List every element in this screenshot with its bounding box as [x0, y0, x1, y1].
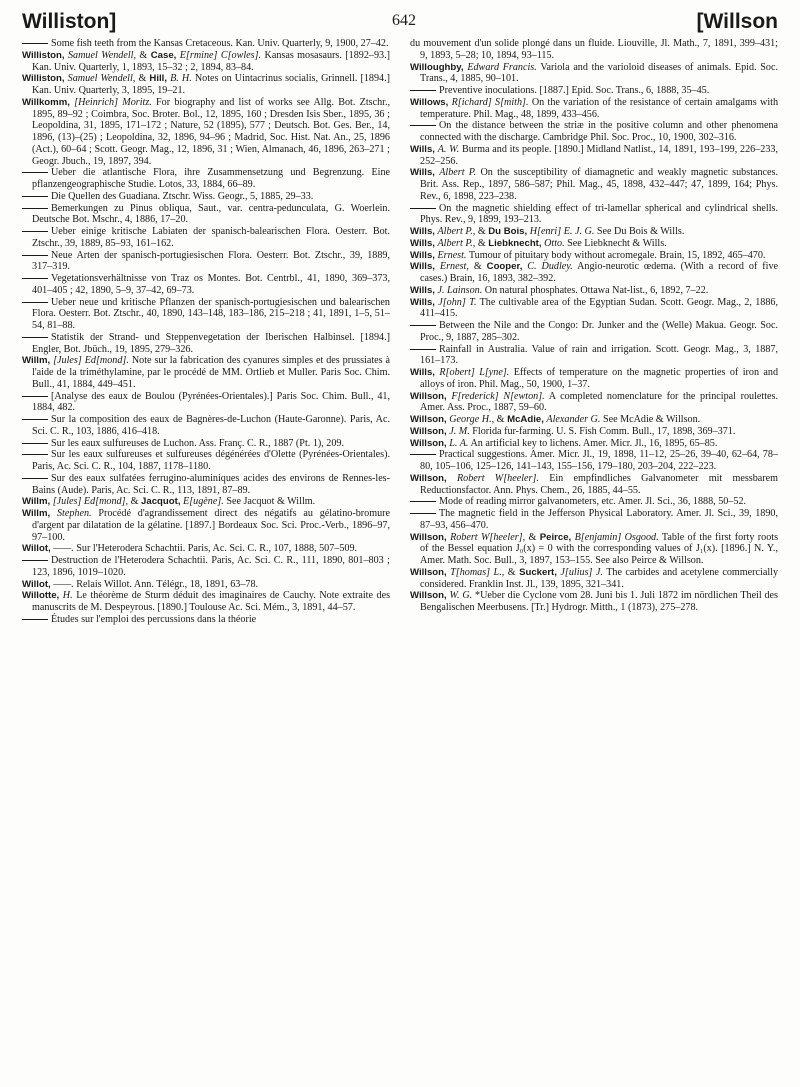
entry-text: Ein empfindliches Galvanometer mit messbarem Reductionsfactor. Ann. Phys. Chem., 26, 1885, 44–55. — [420, 472, 779, 496]
entry-text: See McAdie & Willson. — [602, 414, 701, 425]
entry-author: Wills, — [410, 167, 435, 179]
entry-author: Willkomm, — [22, 96, 70, 108]
entry-text: Ueber einige kritische Labiaten der spanisch-balearischen Flora. Oesterr. Bot. Ztschr., 39, 1889, 85–93, 161–162. — [32, 226, 390, 249]
entry-joiner: & — [477, 237, 486, 249]
bibliography-entry — [410, 261, 778, 285]
entry-joiner: & — [496, 414, 505, 425]
entry-text: Statistik der Strand- und Steppenvegetation der Iberischen Halbinsel. [1894.] Engler, Bot. Jbüch., 19, 1895, 279–326. — [32, 331, 390, 355]
bibliography-entry — [22, 191, 390, 203]
entry-text: Variola and the varioloid diseases of animals. Epid. Soc. Trans., 4, 1885, 90–101. — [420, 61, 779, 85]
bibliography-entry — [410, 85, 778, 97]
bibliography-entry — [410, 320, 778, 344]
repeat-author-dash — [22, 196, 48, 197]
bibliography-entry — [410, 38, 778, 62]
repeat-author-dash — [410, 513, 436, 514]
entry-forename: ——. — [53, 543, 74, 555]
entry-forename: L. A. — [449, 437, 469, 449]
bibliography-entry — [410, 426, 778, 438]
bibliography-entry — [410, 567, 778, 591]
entry-author: Willot, — [22, 578, 51, 590]
bibliography-entry — [22, 226, 390, 250]
entry-forename: Albert P., — [437, 237, 476, 249]
entry-text: Neue Arten der spanisch-portugiesischen Flora. Oesterr. Bot. Ztschr., 39, 1889, 317–319. — [32, 249, 390, 273]
entry-text: Ueber neue und kritische Pflanzen der spanisch-portugiesischen und balearischen Flora. Oesterr. Bot. Ztschr., 40, 1890, 143–148, 183–186, 215–218 ; 41, 1891, 1–5, 51–54, 81–88. — [32, 296, 390, 331]
repeat-author-dash — [410, 501, 436, 502]
entry-forename: A. W. — [437, 143, 460, 155]
entry-text: Practical suggestions. Amer. Micr. Jl., 19, 1898, 11–12, 25–26, 39–40, 62–64, 78–80, 105–106, 125–126, 141–143, 155–156, 179–180, 203–204, 222–223. — [420, 449, 778, 472]
entry-text: On the variation of the resistance of certain amalgams with temperature. Phil. Mag., 48, 1899, 433–456. — [420, 96, 779, 120]
entry-author: Willows, — [410, 96, 449, 108]
entry-forename: H. — [62, 590, 73, 602]
bibliography-entry — [22, 579, 390, 591]
entry-text: Sur l'Heterodera Schachtii. Paris, Ac. Sci. C. R., 107, 1888, 507–509. — [76, 543, 358, 555]
page-number: 642 — [392, 12, 416, 29]
repeat-author-dash — [22, 43, 48, 44]
entry-author: Willson, — [410, 531, 447, 543]
entry-text: See Liebknecht & Wills. — [567, 237, 667, 249]
entry-text: [Analyse des eaux de Boulou (Pyrénées-Orientales).] Paris Soc. Chim. Bull., 41, 1884, 482. — [32, 390, 390, 414]
repeat-author-dash — [22, 302, 48, 303]
entry-author: Wills, — [410, 226, 435, 237]
entry-forename: Albert P. — [439, 167, 477, 179]
bibliography-entry — [22, 555, 390, 579]
entry-text: Sur des eaux sulfatées ferrugino-aluminiques acides des environs de Rennes-les-Bains (Aude). Paris, Ac. Sci. C. R., 113, 1891, 87–89. — [32, 472, 390, 496]
entry-author: Willson, — [410, 472, 447, 484]
entry-forename: J. M. — [449, 425, 470, 437]
entry-coauthor-forename: H[enri] E. J. G. — [529, 226, 595, 237]
entry-coauthor-forename: Alexander G. — [546, 414, 601, 425]
entry-forename: J[ohn] T. — [438, 296, 477, 308]
bibliography-entry — [410, 238, 778, 250]
bibliography-entry — [410, 120, 778, 144]
entry-coauthor-forename: E[ugène]. — [183, 496, 224, 508]
entry-forename: ——. — [53, 578, 74, 590]
entry-coauthor-forename: C. Dudley. — [527, 261, 573, 273]
entry-forename: Samuel Wendell, — [67, 49, 136, 61]
entry-forename: [Jules] Ed[mond]. — [53, 355, 129, 367]
repeat-author-dash — [22, 454, 48, 455]
entry-coauthor-forename: J[ulius] J. — [560, 566, 603, 578]
entry-author: Willson, — [410, 590, 447, 602]
bibliography-entry — [22, 167, 390, 191]
repeat-author-dash — [410, 125, 436, 126]
repeat-author-dash — [22, 619, 48, 620]
entry-forename: J. Lainson. — [437, 284, 483, 296]
entry-text: The magnetic field in the Jefferson Physical Laboratory. Amer. Jl. Sci., 39, 1890, 87–93, 456–470. — [420, 508, 778, 531]
entry-coauthor-forename: B[enjamin] Osgood. — [574, 531, 659, 543]
entry-author: Williston, — [22, 49, 65, 61]
repeat-author-dash — [22, 443, 48, 444]
repeat-author-dash — [22, 208, 48, 209]
entry-forename: Ernest, — [439, 261, 469, 273]
entry-text: On the magnetic shielding effect of tri-lamellar spherical and cylindrical shells. Phys. Rev., 9, 1899, 193–213. — [420, 202, 778, 226]
entry-text: On natural phosphates. Ottawa Nat-list., 6, 1892, 7–22. — [484, 284, 709, 296]
entry-author: Williston, — [22, 73, 65, 85]
entry-coauthor-forename: E[rmine] C[owles]. — [179, 49, 262, 61]
entry-author: Wills, — [410, 249, 435, 261]
entry-text: Note sur la fabrication des cyanures simples et des prussiates à l'aide de la triméthylamine, par le procédé de MM. Ortlieb et Muller. Paris Soc. Chim. Bull., 41, 1884, 449–451. — [32, 355, 391, 390]
bibliography-entry — [410, 414, 778, 426]
repeat-author-dash — [22, 396, 48, 397]
bibliography-entry — [22, 273, 390, 297]
entry-forename: R[obert] L[yne]. — [439, 367, 510, 378]
repeat-author-dash — [22, 231, 48, 232]
bibliography-entry — [22, 38, 390, 50]
bibliography-entry — [410, 496, 778, 508]
entry-text: Kansas mosasaurs. [1892–93.] Kan. Univ. Quarterly, 1, 1893, 15–32 ; 2, 1894, 83–84. — [32, 49, 391, 73]
bibliography-entry — [22, 391, 390, 415]
entry-text: Die Quellen des Guadiana. Ztschr. Wiss. Geogr., 5, 1885, 29–33. — [51, 190, 314, 202]
entry-text: Ueber die atlantische Flora, ihre Zusammensetzung und Begrenzung. Eine pflanzengeographische Studie. Lotos, 33, 1884, 66–89. — [32, 167, 390, 190]
bibliography-entry — [410, 167, 778, 202]
entry-author: Willson, — [410, 437, 447, 449]
entry-forename: T[homas] L., — [450, 566, 505, 578]
repeat-author-dash — [22, 278, 48, 279]
entry-author: Willson, — [410, 566, 447, 578]
repeat-author-dash — [22, 337, 48, 338]
bibliography-entry — [22, 449, 390, 473]
entry-author: Wills, — [410, 237, 435, 249]
entry-text: Relais Willot. Ann. Télégr., 18, 1891, 63–78. — [76, 578, 259, 590]
entry-coauthor: Cooper, — [486, 261, 523, 273]
header-right: [Willson — [696, 10, 778, 33]
bibliography-entry — [22, 250, 390, 274]
entry-author: Willotte, — [22, 590, 60, 602]
entry-text: Table of the first forty roots of the Bessel equation J₀(x) = 0 with the corresponding values of J₁(x). [1896.] N. Y., Amer. Math. Soc. Bull., 3, 1897, 153–155. See also Peirce & Willson. — [420, 531, 779, 566]
bibliography-entry — [22, 97, 390, 168]
entry-coauthor: Du Bois, — [488, 226, 528, 237]
entry-text: Procédé d'agrandissement direct des négatifs au gélatino-bromure d'argent par dilatation de la gélatine. [1897.] Bordeaux Soc. Sci. Proc.-Verb., 1896–97, 97–100. — [32, 508, 391, 543]
entry-forename: Robert W[heeler]. — [456, 472, 539, 484]
entry-forename: Ernest. — [437, 249, 467, 261]
entry-author: Willm, — [22, 508, 51, 519]
entry-author: Wills, — [410, 261, 435, 273]
bibliography-entry — [410, 97, 778, 121]
entry-text: Destruction de l'Heterodera Schachtii. Paris, Ac. Sci. C. R., 111, 1890, 801–803 ; 123, 1896, 1019–1020. — [32, 555, 390, 578]
entry-forename: Stephen. — [56, 508, 92, 519]
entry-text: Preventive inoculations. [1887.] Epid. Soc. Trans., 6, 1888, 35–45. — [439, 85, 710, 96]
entry-text: A completed nomenclature for the principal roulettes. Amer. Ass. Proc., 1887, 59–60. — [420, 390, 778, 414]
bibliography-entry — [410, 285, 778, 297]
entry-coauthor: Jacquot, — [141, 496, 181, 508]
entry-forename: Edward Francis. — [467, 61, 537, 73]
entry-author: Willoughby, — [410, 61, 464, 73]
entry-author: Willot, — [22, 543, 51, 555]
entry-author: Willm, — [22, 355, 51, 367]
bibliography-entry — [22, 203, 390, 227]
entry-text: *Ueber die Cyclone vom 28. Juni bis 1. Juli 1872 im nördlichen Theil des Bengalischen Meerbusens. [Tr.] Hydrogr. Mitth., 1 (1873), 275–278. — [420, 590, 778, 613]
repeat-author-dash — [410, 325, 436, 326]
bibliography-entry — [22, 50, 390, 74]
bibliography-entry — [22, 73, 390, 97]
entry-text: Notes on Uintacrinus socialis, Grinnell. [1894.] Kan. Univ. Quarterly, 3, 1895, 19–21. — [32, 73, 391, 96]
entry-coauthor: Liebknecht, — [488, 237, 542, 249]
repeat-author-dash — [22, 560, 48, 561]
entry-coauthor: Suckert, — [519, 566, 557, 578]
header-left: Williston] — [22, 10, 117, 33]
bibliography-entry — [22, 332, 390, 356]
entry-text: Sur les eaux sulfureuses de Luchon. Ass. Franç. C. R., 1887 (Pt. 1), 209. — [51, 437, 345, 449]
entry-forename: [Jules] Ed[mond], — [52, 496, 129, 508]
entry-text: Burma and its people. [1890.] Midland Natlist., 14, 1891, 193–199, 226–233, 252–256. — [420, 143, 778, 167]
bibliography-entry — [410, 590, 778, 614]
bibliography-entry — [410, 532, 778, 567]
bibliography-entry — [410, 473, 778, 497]
entry-author: Willson, — [410, 425, 447, 437]
bibliography-entry — [22, 438, 390, 450]
bibliography-entry — [22, 508, 390, 543]
bibliography-entry — [410, 391, 778, 415]
bibliography-entry — [22, 543, 390, 555]
entry-forename: W. G. — [449, 590, 473, 602]
bibliography-entry — [410, 508, 778, 532]
entry-forename: George H., — [449, 414, 495, 425]
entry-text: Sur les eaux sulfureuses et sulfureuses dégénérées d'Olette (Pyrénées-Orientales). Paris, Ac. Sci. C. R., 104, 1887, 1178–1180. — [32, 449, 390, 472]
entry-joiner: & — [507, 566, 516, 578]
entry-text: On the distance between the striæ in the positive column and other phenomena connected with the discharge. Cambridge Phil. Soc. Proc., 10, 1900, 302–316. — [420, 120, 778, 143]
entry-text: Effects of temperature on the magnetic properties of iron and alloys of iron. Phil. Mag., 50, 1900, 1–37. — [420, 367, 779, 390]
entry-text: Bemerkungen zu Pinus obliqua, Saut., var. centra-pedunculata, G. Woerlein. Deutsche Bot. Mschr., 4, 1886, 17–20. — [32, 202, 390, 226]
bibliography-entry — [410, 344, 778, 368]
repeat-author-dash — [410, 90, 436, 91]
repeat-author-dash — [22, 172, 48, 173]
bibliography-entry — [410, 203, 778, 227]
entry-text: Some fish teeth from the Kansas Cretaceous. Kan. Univ. Quarterly, 9, 1900, 27–42. — [51, 38, 389, 49]
entry-text: Tumour of pituitary body without acromegale. Brain, 15, 1892, 465–470. — [468, 249, 766, 261]
entry-coauthor-forename: Otto. — [544, 237, 565, 249]
bibliography-entry — [410, 144, 778, 168]
bibliography-entry — [410, 367, 778, 391]
entry-text: The cultivable area of the Egyptian Sudan. Scott. Geogr. Mag., 2, 1886, 411–415. — [420, 296, 778, 320]
entry-author: Wills, — [410, 296, 435, 308]
entry-text: Vegetationsverhältnisse von Traz os Montes. Bot. Centrbl., 41, 1890, 369–373, 401–405 ; 42, 1890, 5–9, 37–42, 69–73. — [32, 273, 390, 296]
repeat-author-dash — [410, 208, 436, 209]
repeat-author-dash — [410, 454, 436, 455]
entry-author: Willson, — [410, 390, 447, 402]
entry-coauthor-forename: B. H. — [170, 73, 192, 85]
entry-forename: R[ichard] S[mith]. — [451, 96, 529, 108]
right-column — [410, 38, 778, 626]
entry-author: Willson, — [410, 414, 447, 425]
entry-joiner: & — [473, 261, 482, 273]
bibliography-entry — [22, 473, 390, 497]
bibliography-entry — [410, 449, 778, 473]
entry-text: See Du Bois & Wills. — [596, 226, 685, 237]
entry-coauthor: McAdie, — [507, 414, 544, 425]
entry-joiner: & — [138, 73, 147, 85]
repeat-author-dash — [410, 349, 436, 350]
repeat-author-dash — [22, 419, 48, 420]
entry-joiner: & — [130, 496, 139, 508]
entry-coauthor: Peirce, — [539, 531, 572, 543]
entry-forename: F[rederick] N[ewton]. — [451, 390, 545, 402]
entry-author: Willm, — [22, 496, 51, 508]
entry-text: Florida fur-farming. U. S. Fish Comm. Bull., 17, 1898, 369–371. — [472, 425, 736, 437]
left-column — [22, 38, 390, 626]
entry-joiner: & — [477, 226, 486, 237]
entry-text: For biography and list of works see Allg. Bot. Ztschr., 1895, 89–92 ; Coimbra, Soc. Broter. Bol., 12, 1895, 160 ; Dresden Isis Sber., 1895, 36 ; Leopoldina, 31, 1895, 171–172 ; Nature, 52 (1895), 577 ; Deutsch. Bot. Ges. Ber., 14, 1896, (13)–(25) ; Leopoldina, 32, 1896, 94–96 ; Madrid, Soc. Hist. Nat. An., 25, 1896 (Act.), 60–64 ; Scott. Geogr. Mag., 12, 1896, 31 ; Wien, Almanach, 46, 1896, 263–271 ; Geogr. Jbuch., 19, 1897, 394. — [32, 96, 391, 167]
bibliography-entry — [410, 62, 778, 86]
bibliography-entry — [22, 590, 390, 614]
repeat-author-dash — [22, 478, 48, 479]
entry-text: On the susceptibility of diamagnetic and weakly magnetic substances. Brit. Ass. Rep., 1897, 586–587; Phil. Mag., 45, 1898, 432–447; 47, 1899, 164; Phys. Rev., 6, 1898, 223–238. — [420, 167, 779, 202]
entry-text: The carbides and acetylene commercially considered. Franklin Inst. Jl., 139, 1895, 321–341. — [420, 566, 779, 590]
running-header — [22, 8, 778, 38]
entry-forename: Samuel Wendell, — [67, 73, 136, 85]
entry-text: Rainfall in Australia. Value of rain and irrigation. Scott. Geogr. Mag., 3, 1887, 161–173. — [420, 343, 778, 367]
entry-coauthor: Case, — [150, 49, 177, 61]
entry-text: Sur la composition des eaux de Bagnères-de-Luchon (Haute-Garonne). Paris, Ac. Sci. C. R., 103, 1886, 416–418. — [32, 414, 390, 437]
entry-forename: Albert P., — [437, 226, 476, 237]
entry-text: See Jacquot & Willm. — [226, 496, 316, 508]
entry-author: Wills, — [410, 367, 435, 378]
entry-text: du mouvement d'un solide plongé dans un fluide. Liouville, Jl. Math., 7, 1891, 399–431; 9, 1893, 5–28; 10, 1894, 93–115. — [410, 38, 778, 61]
bibliography-entry — [410, 250, 778, 262]
repeat-author-dash — [22, 255, 48, 256]
entry-author: Wills, — [410, 284, 435, 296]
bibliography-entry — [410, 226, 778, 238]
bibliography-entry — [22, 355, 390, 390]
bibliography-entry — [410, 297, 778, 321]
bibliography-entry — [22, 496, 390, 508]
entry-joiner: & — [139, 49, 148, 61]
entry-text: Angio-neurotic œdema. (With a record of five cases.) Brain, 16, 1893, 382–392. — [420, 261, 779, 284]
entry-text: Mode of reading mirror galvanometers, etc. Amer. Jl. Sci., 36, 1888, 50–52. — [439, 496, 747, 508]
entry-joiner: & — [528, 531, 537, 543]
text-columns — [22, 38, 778, 626]
entry-author: Wills, — [410, 143, 435, 155]
entry-text: Études sur l'emploi des percussions dans la théorie — [51, 613, 257, 625]
bibliography-entry — [22, 614, 390, 626]
entry-text: Le théorème de Sturm déduit des imaginaires de Cauchy. Note extraite des manuscrits de M. Despeyrous. [1890.] Toulouse Ac. Sci. Mém., 3, 1891, 44–57. — [32, 590, 391, 613]
entry-coauthor: Hill, — [149, 73, 168, 85]
bibliography-entry — [22, 297, 390, 332]
entry-forename: Robert W[heeler], — [450, 531, 526, 543]
entry-text: An artificial key to lichens. Amer. Micr. Jl., 16, 1895, 65–85. — [470, 437, 718, 449]
entry-text: Between the Nile and the Congo: Dr. Junker and the (Welle) Makua. Geogr. Soc. Proc., 9, 1887, 285–302. — [420, 320, 778, 343]
bibliography-entry — [410, 438, 778, 450]
entry-forename: [Heinrich] Moritz. — [74, 96, 152, 108]
bibliography-entry — [22, 414, 390, 438]
